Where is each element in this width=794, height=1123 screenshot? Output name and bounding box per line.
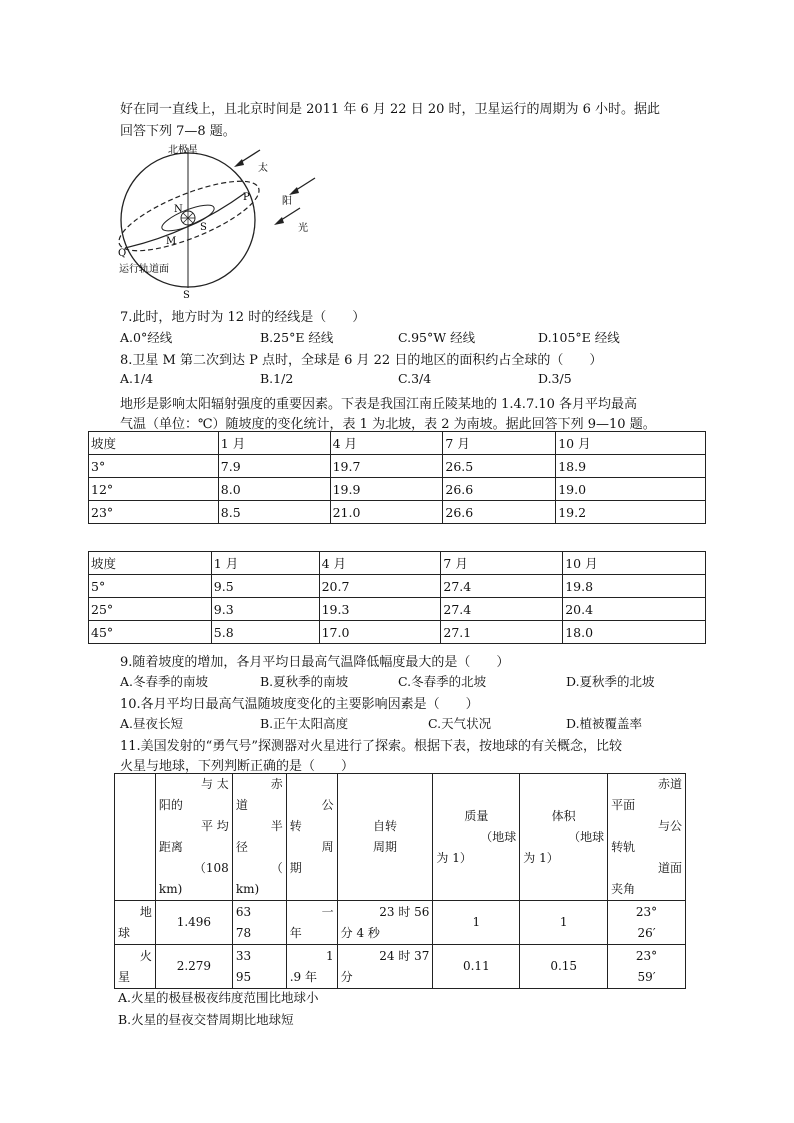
table-row [89,575,706,598]
q9-option-d: D.夏秋季的北坡 [566,674,655,689]
table-cell: 0.15 [520,945,608,989]
table-header: 10 月 [563,552,706,575]
table-cell: 1 [433,901,520,945]
table-cell: 63 78 [232,901,286,945]
table-cell: 26.6 [443,478,556,501]
label-S-bottom: S [183,290,190,301]
table-header: 7 月 [441,552,563,575]
table-header-row [89,432,706,455]
passage2-line-2: 气温（单位：℃）随坡度的变化统计，表 1 为北坡，表 2 为南坡。据此回答下列 9—10 题。 [120,417,656,432]
table-header: 1 月 [211,552,319,575]
sun-label-2: 阳 [282,196,292,207]
table-row [115,945,686,989]
table-earth-mars [114,773,686,989]
label-N: N [174,204,183,215]
q11-option-b: B.火星的昼夜交替周期比地球短 [118,1012,294,1027]
table-cell: 23 时 56 分 4 秒 [337,901,433,945]
q8-option-c: C.3/4 [398,371,432,386]
table-cell: 2.279 [155,945,232,989]
table-header: 10 月 [556,432,706,455]
intro-line-1: 好在同一直线上，且北京时间是 2011 年 6 月 22 日 20 时，卫星运行的周期为 6 小时。据此 [120,102,661,117]
table-cell: 19.7 [330,455,443,478]
table-header: 自转 周期 [337,774,433,901]
table-cell: 火 星 [115,945,156,989]
table-cell: 5° [89,575,212,598]
table-north-slope [88,431,706,524]
table-cell: 20.7 [319,575,441,598]
q7-option-a: A.0°经线 [120,330,173,345]
table-cell: 23° 59′ [608,945,686,989]
q10-option-b: B.正午太阳高度 [260,716,349,731]
table-cell: 26.6 [443,501,556,524]
table-cell: 27.4 [441,598,563,621]
table-cell: 19.2 [556,501,706,524]
q9-stem: 9.随着坡度的增加，各月平均日最高气温降低幅度最大的是（ ） [120,655,510,670]
table-cell: 19.9 [330,478,443,501]
table-cell: 25° [89,598,212,621]
table-cell: 19.0 [556,478,706,501]
q7-option-b: B.25°E 经线 [260,330,334,345]
table-row [89,455,706,478]
table-cell: 0.11 [433,945,520,989]
q7-option-d: D.105°E 经线 [538,330,620,345]
table-header: 体积 （地球 为 1） [520,774,608,901]
q8-option-d: D.3/5 [538,371,572,386]
table-header: 坡度 [89,552,212,575]
q8-stem: 8.卫星 M 第二次到达 P 点时，全球是 6 月 22 日的地区的面积约占全球的（ ） [120,353,603,368]
table-cell: 18.0 [563,621,706,644]
table-cell: 23° [89,501,219,524]
table-cell: 19.8 [563,575,706,598]
passage2-line-1: 地形是影响太阳辐射强度的重要因素。下表是我国江南丘陵某地的 1.4.7.10 各月平均最高 [120,397,638,412]
table-row [89,598,706,621]
table-cell: 27.4 [441,575,563,598]
orbit-diagram [110,138,340,303]
label-Q: Q [118,248,127,259]
table-cell: 7.9 [218,455,330,478]
q9-option-a: A.冬春季的南坡 [120,674,209,689]
q8-option-b: B.1/2 [260,371,294,386]
table-cell: 9.5 [211,575,319,598]
table-row [89,621,706,644]
table-cell: 地 球 [115,901,156,945]
table-cell: 1 [520,901,608,945]
q10-option-c: C.天气状况 [428,716,492,731]
sun-arrow-2 [289,187,299,195]
table-cell: 1 .9 年 [286,945,337,989]
q11-stem-1: 11.美国发射的“勇气号”探测器对火星进行了探索。根据下表，按地球的有关概念，比较 [120,739,622,754]
q9-option-c: C.冬春季的北坡 [398,674,487,689]
q7-option-c: C.95°W 经线 [398,330,476,345]
label-S-inner: S [200,222,207,233]
table-cell: 33 95 [232,945,286,989]
table-cell: 3° [89,455,219,478]
table-row [89,501,706,524]
q10-option-d: D.植被覆盖率 [566,716,643,731]
q8-option-a: A.1/4 [120,371,154,386]
table-cell: 27.1 [441,621,563,644]
q10-stem: 10.各月平均日最高气温随坡度变化的主要影响因素是（ ） [120,697,479,712]
north-star-label: 北极星 [168,145,198,156]
table-cell: 12° [89,478,219,501]
table-header [115,774,156,901]
table-south-slope [88,551,706,644]
table-header: 7 月 [443,432,556,455]
table-cell: 23° 26′ [608,901,686,945]
table-cell: 一 年 [286,901,337,945]
table-cell: 24 时 37 分 [337,945,433,989]
label-M: M [166,236,177,247]
q7-stem: 7.此时，地方时为 12 时的经线是（ ） [120,310,366,325]
sun-arrow-3 [274,217,284,225]
table-cell: 8.5 [218,501,330,524]
table-cell: 17.0 [319,621,441,644]
table-cell: 9.3 [211,598,319,621]
label-P: P [243,192,250,203]
table-header: 4 月 [330,432,443,455]
table-header-row [115,774,686,901]
orbit-plane-label: 运行轨道面 [119,264,169,275]
table-cell: 45° [89,621,212,644]
q11-option-a: A.火星的极昼极夜纬度范围比地球小 [118,990,319,1005]
table-cell: 18.9 [556,455,706,478]
q10-option-a: A.昼夜长短 [120,716,184,731]
table-header: 赤道 平面 与公 转轨 道面 夹角 [608,774,686,901]
table-cell: 1.496 [155,901,232,945]
sun-label-3: 光 [298,223,308,234]
table-header: 4 月 [319,552,441,575]
intro-line-2: 回答下列 7—8 题。 [120,124,236,139]
table-header: 赤 道 半 径 （ km) [232,774,286,901]
table-row [115,901,686,945]
table-header-row [89,552,706,575]
table-row [89,478,706,501]
table-header: 公 转 周 期 [286,774,337,901]
table-header: 坡度 [89,432,219,455]
sun-arrow-1 [234,159,244,167]
table-cell: 5.8 [211,621,319,644]
table-header: 1 月 [218,432,330,455]
table-cell: 21.0 [330,501,443,524]
q9-option-b: B.夏秋季的南坡 [260,674,349,689]
table-header: 质量 （地球 为 1） [433,774,520,901]
table-cell: 26.5 [443,455,556,478]
table-cell: 8.0 [218,478,330,501]
sun-label-1: 太 [258,163,268,174]
table-cell: 19.3 [319,598,441,621]
table-header: 与 太 阳的 平 均 距离 （108 km) [155,774,232,901]
table-cell: 20.4 [563,598,706,621]
q11-stem-2: 火星与地球，下列判断正确的是（ ） [120,759,355,774]
